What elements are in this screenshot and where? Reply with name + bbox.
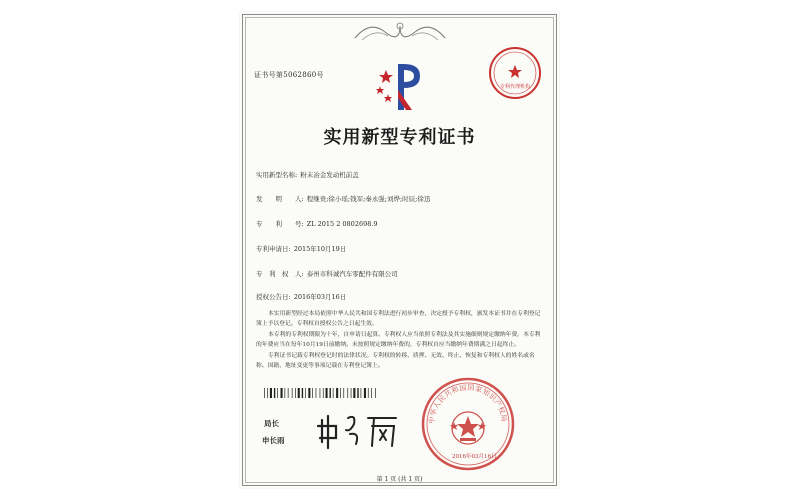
barcode-bar	[285, 388, 286, 398]
barcode-bar	[274, 388, 275, 398]
barcode-bar	[264, 388, 265, 398]
field-patent-number	[256, 219, 378, 228]
barcode-bar	[316, 388, 317, 398]
ornament-icon	[350, 18, 450, 48]
field-value: ZL 2015 2 0802698.9	[306, 220, 378, 228]
barcode-bar	[357, 388, 358, 398]
body-paragraph: 本实用新型经过本局依照中华人民共和国专利法进行初步审查，决定授予专利权，颁发本证书并在专利登记簿上予以登记。专利权自授权公告之日起生效。	[256, 311, 541, 327]
top-seal-text: 专利代理机构	[499, 84, 531, 90]
barcode-bar	[351, 388, 352, 398]
barcode-bar	[347, 388, 348, 398]
field-label: 专利申请日:	[256, 245, 291, 253]
barcode-bar	[326, 388, 328, 398]
field-patentee	[256, 269, 398, 278]
barcode-bar	[343, 388, 344, 398]
barcode-bar	[353, 388, 355, 398]
barcode-bar	[336, 388, 338, 398]
director-title: 局长	[264, 419, 279, 428]
barcode-bar	[308, 388, 310, 398]
field-value: 粉末冶金发动机前盖	[300, 171, 359, 179]
barcode-bar	[305, 388, 306, 398]
barcode-bar	[361, 388, 362, 398]
page-number: 第 1 页 (共 1 页)	[376, 476, 423, 483]
seal-icon	[488, 46, 542, 100]
barcode-bar	[340, 388, 341, 398]
field-value: 泰州市科诚汽车零配件有限公司	[306, 270, 398, 278]
field-label: 实用新型名称:	[256, 171, 298, 179]
barcode-bar	[281, 388, 283, 398]
barcode-bar	[277, 388, 278, 398]
certificate-title: 实用新型专利证书	[323, 127, 476, 148]
field-inventors	[256, 194, 430, 203]
barcode-bar	[323, 388, 324, 398]
barcode-bar	[302, 388, 303, 398]
barcode-bar	[312, 388, 313, 398]
patent-certificate	[240, 12, 559, 488]
patent-office-logo-icon	[372, 60, 428, 116]
field-value: 2016年03月16日	[293, 293, 347, 301]
barcode-bar	[298, 388, 300, 398]
body-paragraph: 本专利的专利权期限为十年，自申请日起算。专利权人应当依照专利法及其实施细则规定缴纳年费。本专利的年费应当在每年10月19日前缴纳。未按照规定缴纳年费的，专利权自应当缴纳年费期满之日起终止。	[256, 332, 541, 348]
certificate-number: 证书号第5062860号	[254, 71, 324, 79]
barcode-bar	[330, 388, 331, 398]
barcode-bar	[320, 388, 321, 398]
field-label: 专 利 权 人:	[256, 270, 304, 278]
barcode-bar	[288, 388, 289, 398]
field-label: 专 利 号:	[256, 220, 304, 228]
barcode-bar	[375, 388, 376, 398]
field-label: 授权公告日:	[256, 293, 291, 301]
barcode-bar	[364, 388, 366, 398]
barcode-bar	[270, 388, 272, 398]
field-utility-model-name	[256, 170, 359, 179]
field-grant-date	[256, 292, 346, 301]
barcode-bar	[292, 388, 293, 398]
field-application-date	[256, 244, 346, 253]
seal-date: 2016年03月16日	[452, 454, 497, 460]
barcode-icon	[264, 388, 378, 398]
director-signature	[316, 408, 406, 452]
body-paragraph: 专利证书记载专利权登记时的法律状况。专利权的转移、质押、无效、终止、恢复和专利权人的姓名或名称、国籍、地址变更等事项记载在专利登记簿上。	[256, 353, 535, 369]
barcode-bar	[267, 388, 268, 398]
barcode-bar	[368, 388, 369, 398]
certificate-body-text	[256, 309, 544, 372]
barcode-bar	[295, 388, 296, 398]
barcode-bar	[333, 388, 334, 398]
seal-text: 中华人民共和国国家知识产权局	[427, 383, 509, 425]
director-name: 申长雨	[262, 436, 285, 445]
field-value: 2015年10月19日	[293, 245, 347, 253]
field-label: 发 明 人:	[256, 195, 304, 203]
field-value: 程继贵;徐小瑶;钱军;秦永强;刘烨;时辰;徐迅	[306, 195, 431, 203]
barcode-bar	[371, 388, 372, 398]
